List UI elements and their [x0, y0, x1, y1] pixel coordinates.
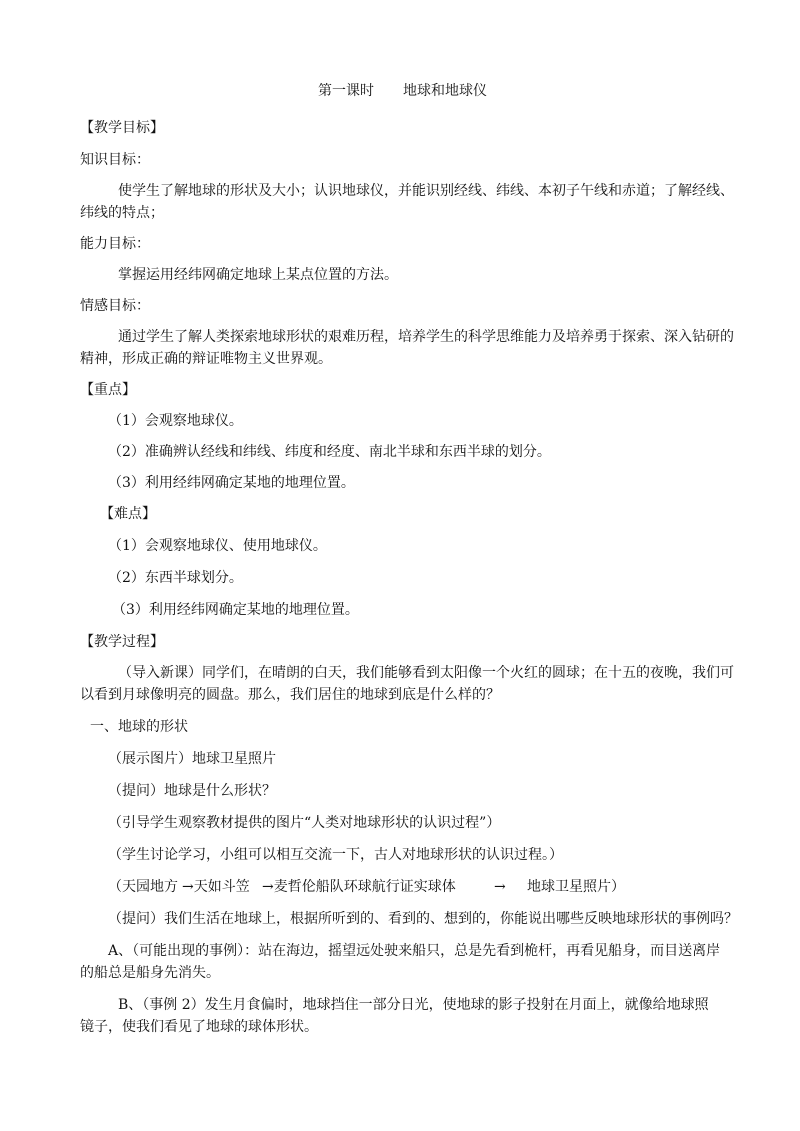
difficulty-point: （2）东西半球划分。: [108, 570, 243, 586]
objectives-heading: 【教学目标】: [80, 120, 164, 136]
key-point: （1）会观察地球仪。: [108, 413, 243, 429]
emotion-text-line-1: 通过学生了解人类探索地球形状的艰难历程，培养学生的科学思维能力及培养勇于探索、深入钻研的: [118, 329, 734, 345]
knowledge-text-line-1: 使学生了解地球的形状及大小；认识地球仪，并能识别经线、纬线、本初子午线和赤道；了解经线、: [118, 183, 734, 199]
example-b-line-1: B、（事例 2）发生月食偏时，地球挡住一部分日光，使地球的影子投射在月面上，就像给地球照: [118, 997, 709, 1013]
chain-step: →天如斗笠: [182, 879, 250, 895]
difficulty-heading: 【难点】: [100, 506, 156, 522]
key-heading: 【重点】: [80, 382, 136, 398]
title-lesson: 第一课时: [318, 83, 374, 99]
chain-step: （天园地方: [108, 879, 178, 895]
knowledge-label: 知识目标：: [80, 152, 150, 168]
chain-step: 地球卫星照片）: [527, 879, 625, 895]
example-a-line-1: A、（可能出现的事例）：站在海边，摇望远处驶来船只，总是先看到桅杆，再看见船身，而目送离岸: [108, 943, 721, 959]
guide-line: （引导学生观察教材提供的图片“人类对地球形状的认识过程”）: [108, 815, 501, 831]
section-shape-heading: 一、地球的形状: [90, 719, 188, 735]
ability-label: 能力目标：: [80, 236, 150, 252]
discussion-line: （学生讨论学习，小组可以相互交流一下，古人对地球形状的认识过程。）: [108, 847, 563, 863]
example-b-line-2: 镜子，使我们看见了地球的球体形状。: [80, 1019, 318, 1035]
question-line: （提问）我们生活在地球上，根据所听到的、看到的、想到的，你能说出哪些反映地球形状的事例吗？: [108, 911, 738, 927]
process-heading: 【教学过程】: [80, 634, 164, 650]
intro-line-2: 以看到月球像明亮的圆盘。那么，我们居住的地球到底是什么样的？: [80, 687, 500, 703]
emotion-label: 情感目标：: [80, 298, 150, 314]
chain-arrow: →: [494, 879, 506, 895]
key-point: （3）利用经纬网确定某地的地理位置。: [108, 475, 355, 491]
difficulty-point: （3）利用经纬网确定某地的地理位置。: [112, 602, 359, 618]
ability-text: 掌握运用经纬网确定地球上某点位置的方法。: [118, 267, 398, 283]
chain-step: →麦哲伦船队环球航行证实球体: [262, 879, 456, 895]
intro-line-1: （导入新课）同学们，在晴朗的白天，我们能够看到太阳像一个火红的圆球；在十五的夜晚，我们可: [118, 665, 734, 681]
key-point: （2）准确辨认经线和纬线、纬度和经度、南北半球和东西半球的划分。: [108, 444, 551, 460]
question-line: （提问）地球是什么形状？: [108, 783, 276, 799]
difficulty-point: （1）会观察地球仪、使用地球仪。: [108, 538, 327, 554]
emotion-text-line-2: 精神，形成正确的辩证唯物主义世界观。: [80, 351, 332, 367]
title-topic: 地球和地球仪: [403, 83, 487, 99]
example-a-line-2: 的船总是船身先消失。: [80, 965, 220, 981]
show-picture-line: （展示图片）地球卫星照片: [108, 751, 276, 767]
knowledge-text-line-2: 纬线的特点；: [80, 205, 164, 221]
